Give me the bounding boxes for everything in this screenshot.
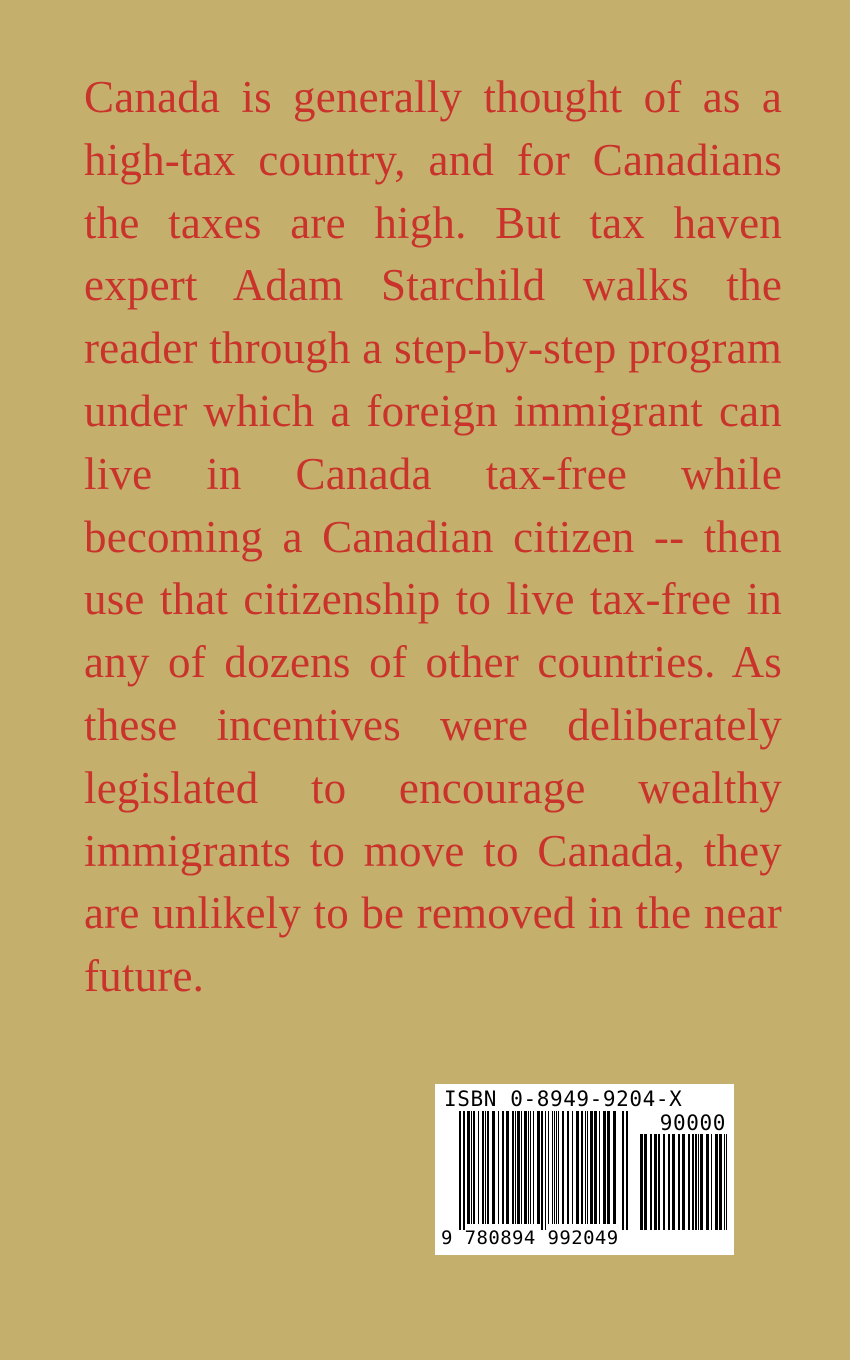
barcode-bar xyxy=(654,1134,657,1230)
barcode-bar xyxy=(698,1134,699,1230)
barcode-bar xyxy=(517,1111,520,1224)
barcode-bar xyxy=(515,1111,516,1224)
barcode-bar xyxy=(548,1111,549,1224)
barcode-bar xyxy=(724,1134,725,1230)
barcode-bar xyxy=(590,1111,593,1224)
barcode-bar xyxy=(471,1111,472,1224)
barcode-bar xyxy=(498,1111,499,1224)
barcode-bar xyxy=(487,1111,489,1224)
barcode-bar xyxy=(502,1111,504,1224)
barcode-bar xyxy=(541,1111,543,1230)
barcode-bar xyxy=(695,1134,697,1230)
barcode-bar xyxy=(581,1111,583,1224)
barcode-bar xyxy=(463,1111,465,1230)
barcode-bar xyxy=(521,1111,522,1224)
barcode-bar xyxy=(473,1111,475,1224)
price-code: 90000 xyxy=(659,1111,726,1135)
barcode-bar xyxy=(554,1111,555,1224)
barcode-bar xyxy=(467,1111,470,1224)
barcode-bar xyxy=(607,1111,610,1224)
barcode-bar xyxy=(678,1134,680,1230)
barcode-bar xyxy=(594,1111,597,1224)
barcode-bar xyxy=(572,1111,573,1224)
isbn-barcode xyxy=(435,1084,734,1255)
barcode-bar xyxy=(537,1111,540,1224)
barcode-bar xyxy=(682,1134,685,1230)
barcode-bar xyxy=(587,1111,588,1224)
barcode-bar xyxy=(603,1111,606,1224)
barcode-bar xyxy=(478,1111,479,1224)
barcode-bar xyxy=(688,1134,690,1230)
barcode-bar xyxy=(692,1134,694,1230)
barcode-bar xyxy=(562,1111,564,1224)
barcode-bar xyxy=(658,1134,660,1230)
barcode-bar xyxy=(576,1111,579,1224)
isbn-label: ISBN 0-8949-9204-X xyxy=(444,1087,683,1111)
barcode-bar xyxy=(567,1111,569,1224)
barcode-bar xyxy=(585,1111,586,1224)
barcode-bar xyxy=(485,1111,486,1224)
barcode-bar xyxy=(552,1111,553,1224)
barcode-bar xyxy=(506,1111,509,1224)
barcode-bar xyxy=(640,1134,643,1230)
barcode-bar xyxy=(482,1111,484,1224)
barcode-bar xyxy=(533,1111,534,1224)
barcode-bar xyxy=(558,1111,559,1224)
barcode-bar xyxy=(668,1134,670,1230)
barcode-bar xyxy=(512,1111,514,1224)
barcode-bar xyxy=(524,1111,527,1224)
barcode-bar xyxy=(528,1111,529,1224)
barcode-bar xyxy=(599,1111,600,1224)
barcode-bar xyxy=(650,1134,652,1230)
barcode-bar xyxy=(672,1134,675,1230)
barcode-bar xyxy=(726,1134,727,1230)
barcode-bar xyxy=(700,1134,703,1230)
barcode-bar xyxy=(626,1111,628,1230)
barcode-bar xyxy=(644,1134,647,1230)
barcode-bar xyxy=(613,1111,616,1224)
barcode-bar xyxy=(459,1111,461,1230)
barcode-bar xyxy=(545,1111,546,1230)
barcode-bar xyxy=(622,1111,624,1230)
barcode-bar xyxy=(556,1111,557,1224)
barcode-bar xyxy=(663,1134,665,1230)
ean-digits: 9 780894 992049 xyxy=(441,1227,619,1249)
blurb-text: Canada is generally thought of as a high-tax country, and for Canadians the taxes are high. But tax haven expert Adam Starchild walks the reader through a step-by-step program under which a foreign immigrant can live in Canada tax-free while becoming a Canadian citizen -- then use that citizenship to live tax-free in any of dozens of other countries. As these incentives were deliberately legislated to encourage wealthy immigrants to move to Canada, they are unlikely to be removed in the near future. xyxy=(84,72,782,1002)
barcode-bar xyxy=(715,1134,718,1230)
barcode-bar xyxy=(706,1134,709,1230)
barcode-bar xyxy=(719,1134,722,1230)
barcode-bar xyxy=(492,1111,495,1224)
barcode-bar xyxy=(530,1111,531,1224)
barcode-bar xyxy=(711,1134,712,1230)
